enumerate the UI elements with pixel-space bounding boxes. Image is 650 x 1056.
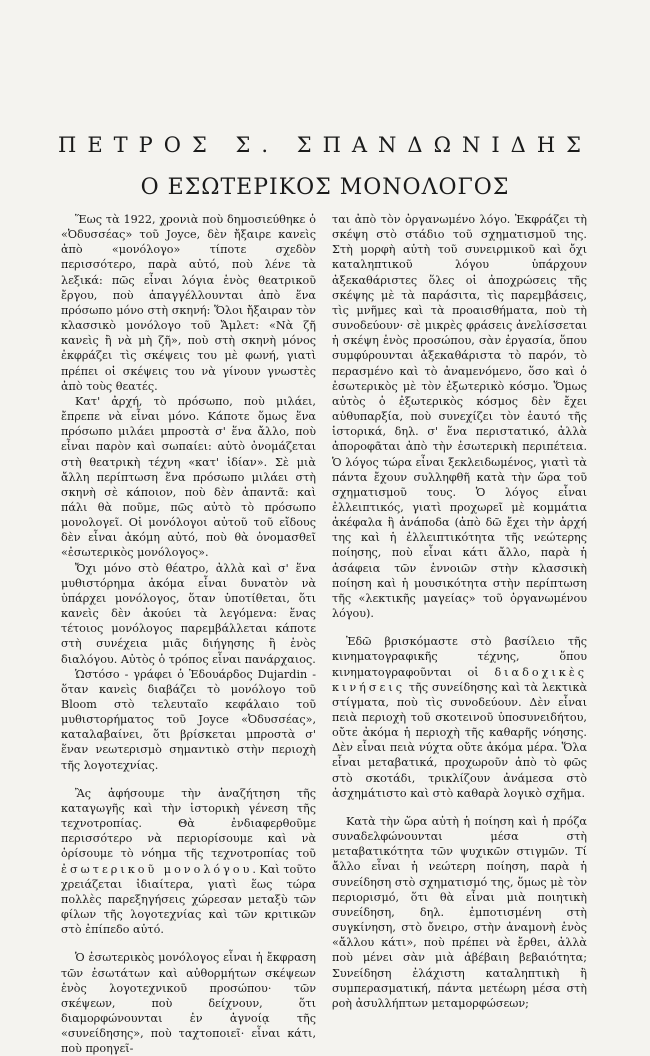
paragraph-text: . Καὶ τοῦτο χρειάζεται ἰδιαίτερα, γιατὶ ἕως τώρα πολλὲς παρεξηγήσεις χώρεσαν μεταξὺ τῶν φίλων τῆς λογοτεχνίας καὶ τῶν κριτικῶν στὸ ἐπίπεδο αὐτό. — [61, 862, 317, 937]
paragraph-text: Ἐδῶ βρισκόμαστε στὸ βασίλειο τῆς κινηματογραφικῆς τέχνης, ὅπου κινηματογραφοῦνται οἱ — [332, 635, 587, 679]
paragraph: Ὄχι μόνο στὸ θέατρο, ἀλλὰ καὶ σ' ἕνα μυθιστόρημα ἀκόμα εἶναι δυνατὸν νὰ ὑπάρχει μονόλογος, ὅταν ὑποτίθεται, ὅτι κανεὶς δὲν ἀκούει τὰ λεγόμενα: ἕνας τέτοιος μονόλογος παρεμβάλλεται κάποτε στὴ συνέχεια μιᾶς διήγησης ἢ ἑνὸς διαλόγου. Αὐτὸς ὁ τρόπος εἶναι πανάρχαιος. — [61, 561, 316, 666]
spaced-term: διαδοχικὲς κινήσεις — [332, 665, 588, 694]
left-column — [61, 212, 316, 1056]
paragraph: Κατ' ἀρχή, τὸ πρόσωπο, ποὺ μιλάει, ἔπρεπε νὰ εἶναι μόνο. Κάποτε ὅμως ἕνα πρόσωπο μιλάει μπροστὰ σ' ἕνα ἄλλο, ποὺ εἶναι παρὸν καὶ σωπαίει: αὐτὸ ὀνομάζεται στὴ θεατρικὴ τέχνη «κατ' ἰδίαν». Σὲ μιὰ ἄλλη περίπτωση ἕνα πρόσωπο μιλάει στὴ σκηνὴ σὲ κάποιον, ποὺ δὲν ἀπαντᾶ: καὶ πάλι θὰ ποῦμε, πῶς αὐτὸ τὸ πρόσωπο μονολογεῖ. Οἱ μονόλογοι αὐτοῦ τοῦ εἴδους δὲν εἶναι ἀκόμη αὐτό, ποὺ θὰ ὀνομασθεῖ «ἐσωτερικὸς μονόλογος». — [61, 394, 316, 560]
paragraph: ται ἀπὸ τὸν ὀργανωμένο λόγο. Ἐκφράζει τὴ σκέψη στὸ στάδιο τοῦ σχηματισμοῦ της. Στὴ μορφὴ αὐτὴ τοῦ συνειρμικοῦ καὶ ὄχι καταληπτικοῦ λόγου ὑπάρχουν ἀξεκαθάριστες ὅλες οἱ ἀποχρώσεις τῆς σκέψης μὲ τὰ παράσιτα, τὶς παρεμβάσεις, τὶς μνῆμες καὶ τὰ προαισθήματα, ποὺ τὴ συνοδεύουν· σὲ μικρὲς φράσεις ἀνελίσσεται ἡ σκέψη ἑνὸς προσώπου, σὰν ἐργασία, ὅπου συμφύρουνται ἀξεκαθάριστα τὸ παρόν, τὸ περασμένο καὶ τὸ ἀναμενόμενο, ὅσο καὶ ὁ ἐσωτερικὸς μὲ τὸν ἐξωτερικὸ κόσμο. Ὅμως αὐτὸς ὁ ἐξωτερικὸς κόσμος δὲν ἔχει αὐθυπαρξία, ποὺ συνεχίζει τὸν ἑαυτό τῆς ἱστορικά, δηλ. σ' ἕνα περιστατικό, ἀλλὰ ἀποροφᾶται ἀπὸ τὴν ἐσωτερικὴ περιπέτεια. Ὁ λόγος τώρα εἶναι ξεκλειδωμένος, γιατὶ τὰ πάντα ἔχουν συλληφθῆ κατὰ τὴν ὥρα τοῦ σχηματισμοῦ τους. Ὁ λόγος εἶναι ἐλλειπτικός, γιατὶ προχωρεῖ μὲ κομμάτια ἀκέφαλα ἢ ἀνάποδα (ἀπὸ δῶ ἔχει τὴν ἀρχή της καὶ ἡ ἐλλειπτικότητα τῆς νεώτερης ποίησης, ποὺ εἶναι κάτι ἄλλο, παρὰ ἡ ἀσάφεια τῶν ἐννοιῶν στὴν κλασσικὴ ποίηση καὶ ἡ μουσικότητα στὴν περίπτωση τῆς «λεκτικῆς μαγείας» τοῦ ὀργανωμένου λόγου). — [332, 213, 587, 621]
article-title: Ο ΕΣΩΤΕΡΙΚΟΣ ΜΟΝΟΛΟΓΟΣ — [140, 175, 510, 200]
paragraph-text: τῆς συνείδησης καὶ τὰ λεκτικὰ στίγματα, ποὺ τὶς συνοδεύουν. Δὲν εἶναι πειὰ περιοχὴ τοῦ σκοτεινοῦ ὑποσυνειδήτου, οὔτε ἀκόμα ἡ περιοχὴ τῆς καθαρῆς νόησης. Δὲν εἶναι πειὰ νύχτα οὔτε ἀκόμα μέρα. Ὅλα εἶναι μεταβατικά, προχωροῦν ἀπὸ τὸ φῶς στὸ σκοτάδι, τρικλίζουν ἀνάμεσα στὸ ἀσχημάτιστο καὶ στὸ καθαρὰ λογικὸ σχῆμα. — [332, 680, 587, 800]
paragraph: Ἕως τὰ 1922, χρονιὰ ποὺ δημοσιεύθηκε ὁ «Ὀδυσσέας» τοῦ Joyce, δὲν ἤξαιρε κανεὶς ἀπὸ «μονόλογο» τίποτε σχεδὸν περισσότερο, παρὰ αὐτό, ποὺ λένε τὰ λεξικά: πῶς εἶναι λόγια ἑνὸς θεατρικοῦ ἔργου, ποὺ ἀπαγγέλλουνται ἀπὸ ἕνα πρόσωπο μόνο στὴ σκηνή: Ὅλοι ἤξαιραν τὸν κλασσικὸ μονόλογο τοῦ Ἄμλετ: «Νὰ ζῆ κανεὶς ἢ νὰ μὴ ζῆ», ποὺ στὴ σκηνὴ μόνος ἐκφράζει τὶς σκέψεις του μὲ φωνή, γιατὶ πρέπει οἱ σκέψεις του νὰ γίνουν γνωστὲς ἀπὸ τοὺς θεατές. — [61, 213, 316, 393]
paragraph-text: Ἂς ἀφήσουμε τὴν ἀναζήτηση τῆς καταγωγῆς καὶ τὴν ἱστορικὴ γένεση τῆς τεχνοτροπίας. Θὰ ἐνδιαφερθοῦμε περισσότερο νὰ περιορίσουμε καὶ νὰ ὁρίσουμε τὸ νόημα τῆς τεχνοτροπίας τοῦ — [61, 786, 316, 861]
spaced-term: ἐσωτερικοῦ μονολόγου — [61, 862, 253, 876]
paragraph: Ὡστόσο - γράφει ὁ Ἐδουάρδος Dujardin - ὅταν κανεὶς διαβάζει τὸ μονόλογο τοῦ Bloom στὸ τελευταῖο κεφάλαιο τοῦ μυθιστορήματος τοῦ Joyce «Ὀδυσσέας», καταλαβαίνει, ὅτι βρίσκεται μπροστὰ σ' ἕναν νεωτερισμὸ σημαντικὸ στὴν περιοχὴ τῆς λογοτεχνίας. — [61, 667, 316, 772]
paragraph — [332, 634, 587, 801]
paragraph: Ὁ ἐσωτερικὸς μονόλογος εἶναι ἡ ἔκφραση τῶν ἐσωτάτων καὶ αὐθορμήτων σκέψεων ἑνὸς λογοτεχνικοῦ προσώπου· τῶν σκέψεων, ποὺ δείχνουν, ὅτι διαμορφώνουνται ἐν ἀγνοίᾳ τῆς «συνείδησης», ποὺ ταχτοποιεῖ· εἶναι κάτι, ποὺ προηγεῖ- — [61, 951, 316, 1056]
right-column — [332, 212, 587, 1011]
paragraph — [61, 786, 316, 938]
paragraph: Κατὰ τὴν ὥρα αὐτὴ ἡ ποίηση καὶ ἡ πρόζα συναδελφώνουνται μέσα στὴ μεταβατικότητα τῶν ψυχικῶν στιγμῶν. Τί ἄλλο εἶναι ἡ νεώτερη ποίηση, παρὰ ἡ συνείδηση στὸ σχηματισμό της, ὅμως μὲ τὸν περιορισμό, ὅτι θὰ εἶναι μιὰ ποιητικὴ συνείδηση, δηλ. ἐμποτισμένη στὴ συγκίνηση, στὸ ὄνειρο, στὴν ἀναμονὴ ἑνὸς «ἄλλου κάτι», ποὺ πρέπει νὰ ἔρθει, ἀλλὰ ποὺ μένει σὰν μιὰ ἀβέβαιη βεβαιότητα; Συνείδηση ἐλάχιστη καταληπτικὴ ἢ συμπερασματική, πάντα μετέωρη μέσα στὴ ροὴ ἀσυλλήπτων μεταμορφώσεων; — [332, 814, 587, 1010]
author-name: ΠΕΤΡΟΣ Σ. ΣΠΑΝΔΩΝΙΔΗΣ — [58, 133, 592, 157]
